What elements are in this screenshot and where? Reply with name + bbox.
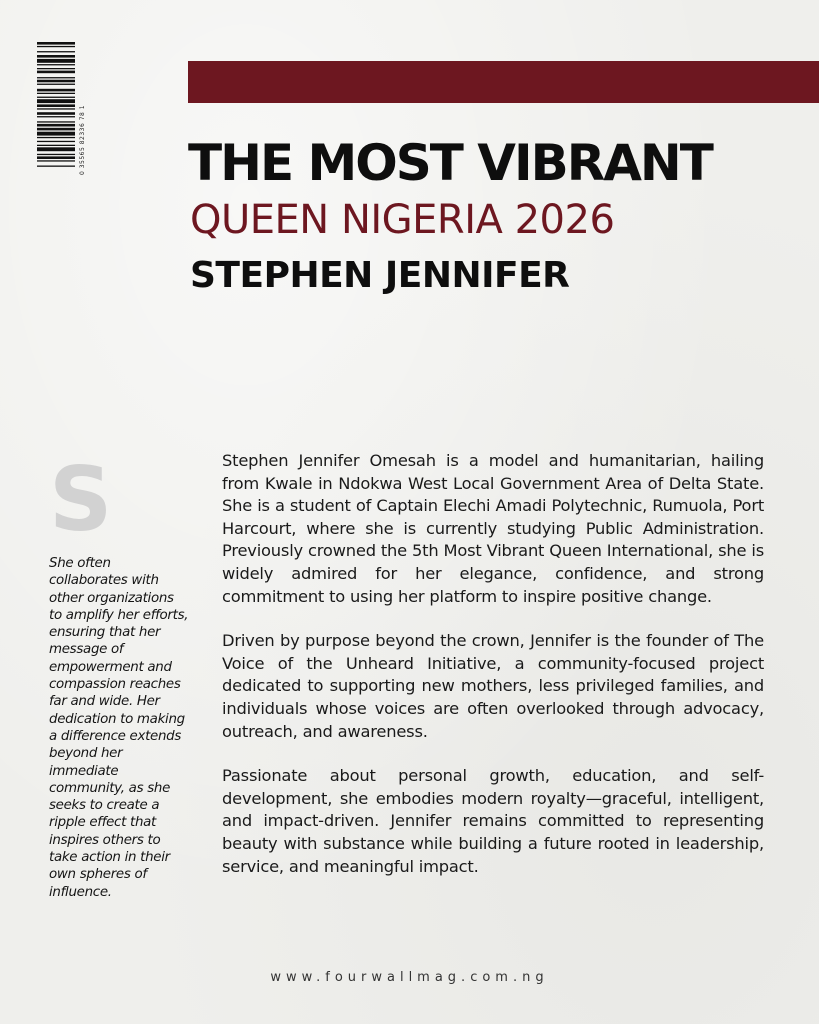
sidebar-pull-quote: She often collaborates with other organizations to amplify her efforts, ensuring that her message of empowerment and compassion reaches far and wide. Her dedication to making a difference extends beyond her immediate community, as she seeks to create a ripple effect that inspires others to take action in their own spheres of influence. — [49, 556, 189, 900]
barcode-number: 0 35565 82336 78 1 — [79, 104, 86, 175]
headline-subtitle: QUEEN NIGERIA 2026 — [190, 197, 615, 243]
drop-cap-letter: S — [49, 448, 113, 551]
article-paragraph: Stephen Jennifer Omesah is a model and humanitarian, hailing from Kwale in Ndokwa West Local Government Area of Delta State. She is a student of Captain Elechi Amadi Polytechnic, Rumuola, Port Harcourt, where she is currently studying Public Administration. Previously crowned the 5th Most Vibrant Queen International, she is widely admired for her elegance, confidence, and strong commitment to using her platform to inspire positive change. — [222, 451, 764, 606]
article-body — [222, 450, 764, 900]
barcode — [37, 42, 75, 218]
headline-name: STEPHEN JENNIFER — [190, 255, 570, 296]
article-paragraph: Driven by purpose beyond the crown, Jennifer is the founder of The Voice of the Unheard Initiative, a community-focused project dedicated to supporting new mothers, less privileged families, and individuals whose voices are often overlooked through advocacy, outreach, and awareness. — [222, 631, 764, 741]
headline-title: THE MOST VIBRANT — [188, 134, 712, 192]
website-url[interactable]: www.fourwallmag.com.ng — [270, 970, 549, 985]
article-paragraph: Passionate about personal growth, education, and self-development, she embodies modern royalty—graceful, intelligent, and impact-driven. Jennifer remains committed to representing beauty with substance while building a future rooted in leadership, service, and meaningful impact. — [222, 766, 764, 876]
header-accent-bar — [188, 61, 819, 103]
